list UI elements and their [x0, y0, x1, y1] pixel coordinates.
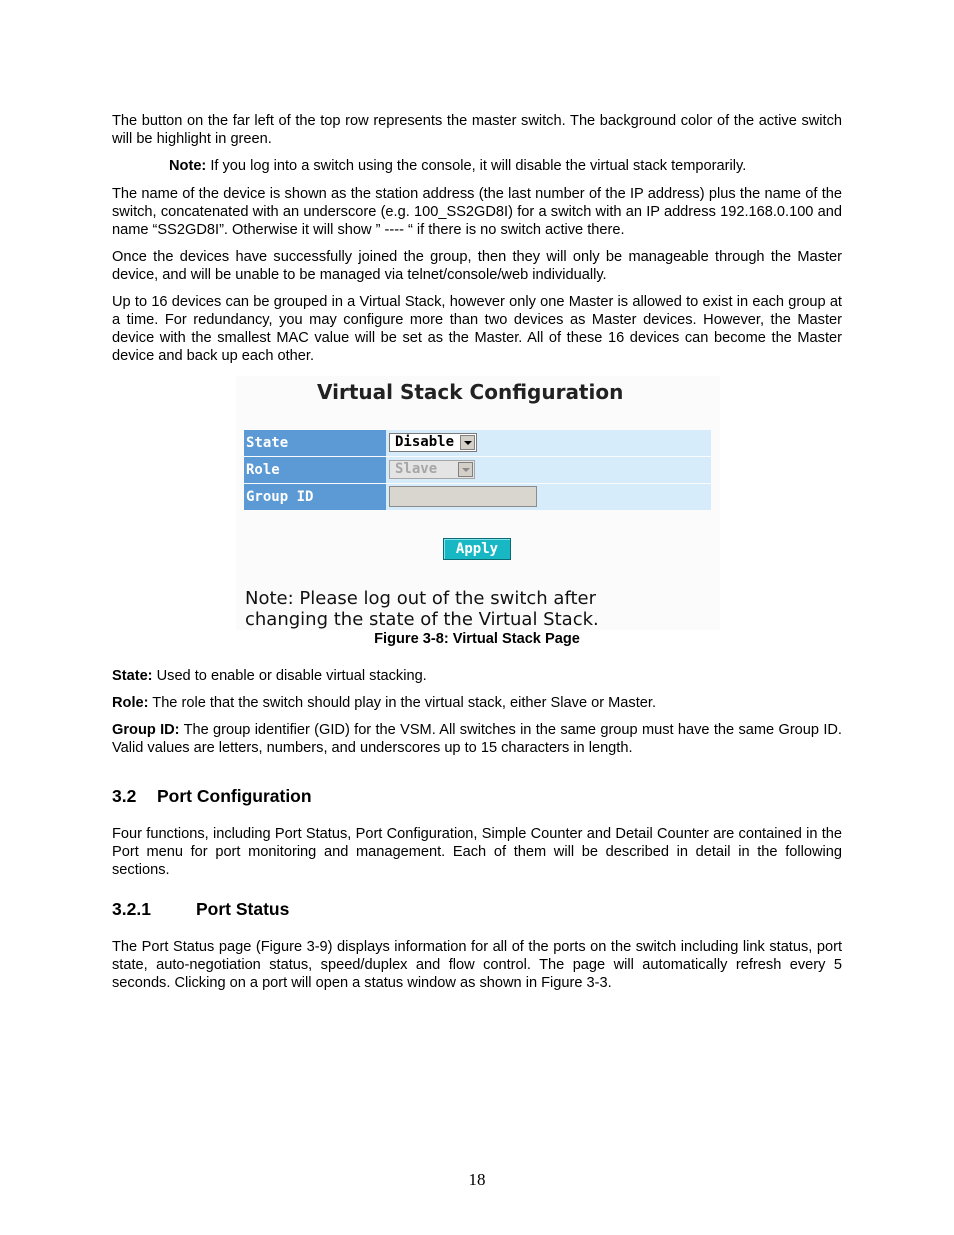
figure-note — [245, 588, 599, 630]
paragraph-device-name: The name of the device is shown as the station address (the last number of the IP address) plus the name of the switch, concatenated with an underscore (e.g. 100_SS2GD8I) for a switch with an IP address 192.168.0.100 and name “SS2GD8I”. Otherwise it will show ” ---- “ if there is no switch active there. — [112, 186, 842, 238]
figure-note-line-2: changing the state of the Virtual Stack. — [245, 609, 599, 630]
state-select[interactable] — [389, 433, 477, 452]
definition-role-label: Role: — [112, 695, 149, 711]
role-select-value: Slave — [395, 461, 438, 477]
virtual-stack-figure — [236, 376, 720, 630]
page-number: 18 — [468, 1170, 486, 1189]
section-title: Port Status — [196, 899, 290, 919]
apply-button[interactable]: Apply — [443, 538, 511, 560]
group-id-row — [244, 484, 711, 510]
paragraph-port-configuration: Four functions, including Port Status, Port Configuration, Simple Counter and Detail Counter are contained in the Port menu for port monitoring and management. Each of them will be described in detail in the following sections. — [112, 826, 842, 878]
group-id-label: Group ID — [244, 484, 386, 510]
role-label: Role — [244, 457, 386, 483]
definition-state — [112, 667, 842, 685]
section-number: 3.2 — [112, 786, 137, 806]
group-id-input[interactable] — [389, 486, 537, 507]
section-title: Port Configuration — [157, 786, 312, 806]
definition-group-id-label: Group ID: — [112, 722, 180, 738]
definition-state-text: Used to enable or disable virtual stacking. — [152, 668, 427, 684]
figure-caption: Figure 3-8: Virtual Stack Page — [374, 631, 580, 647]
definition-group-id — [112, 721, 842, 757]
chevron-down-icon[interactable] — [458, 462, 473, 477]
definition-state-label: State: — [112, 668, 153, 684]
figure-note-line-1: Note: Please log out of the switch after — [245, 588, 596, 609]
section-heading-3-2-1 — [112, 898, 289, 920]
role-row — [244, 457, 711, 483]
note-text: If you log into a switch using the console, it will disable the virtual stack temporarily. — [206, 158, 747, 174]
section-number: 3.2.1 — [112, 899, 151, 919]
chevron-down-icon[interactable] — [460, 435, 475, 450]
paragraph-sixteen-devices: Up to 16 devices can be grouped in a Virtual Stack, however only one Master is allowed to exist in each group at a time. For redundancy, you may configure more than two devices as Master devices. However, the Master device with the smallest MAC value will be set as the Master. All of these 16 devices can become the Master device and back up each other. — [112, 294, 842, 364]
state-label: State — [244, 430, 386, 456]
section-heading-3-2 — [112, 785, 312, 807]
role-select[interactable] — [389, 460, 475, 479]
figure-title: Virtual Stack Configuration — [317, 380, 624, 404]
definition-role-text: The role that the switch should play in the virtual stack, either Slave or Master. — [148, 695, 657, 711]
definition-role — [112, 694, 842, 712]
state-select-value: Disable — [395, 434, 455, 450]
definition-group-id-text: The group identifier (GID) for the VSM. All switches in the same group must have the same Group ID. Valid values are letters, numbers, and underscores up to 15 characters in length. — [112, 722, 842, 756]
paragraph-master-switch: The button on the far left of the top row represents the master switch. The background color of the active switch will be highlight in green. — [112, 113, 842, 147]
note-label: Note: — [169, 158, 207, 174]
paragraph-port-status: The Port Status page (Figure 3-9) displays information for all of the ports on the switch including link status, port state, auto-negotiation status, speed/duplex and flow control. The page will automatically refresh every 5 seconds. Clicking on a port will open a status window as shown in Figure 3-3. — [112, 939, 842, 991]
paragraph-manageable: Once the devices have successfully joined the group, then they will only be manageable through the Master device, and will be unable to be managed via telnet/console/web individually. — [112, 249, 842, 283]
note-console — [169, 157, 746, 175]
state-row — [244, 430, 711, 456]
